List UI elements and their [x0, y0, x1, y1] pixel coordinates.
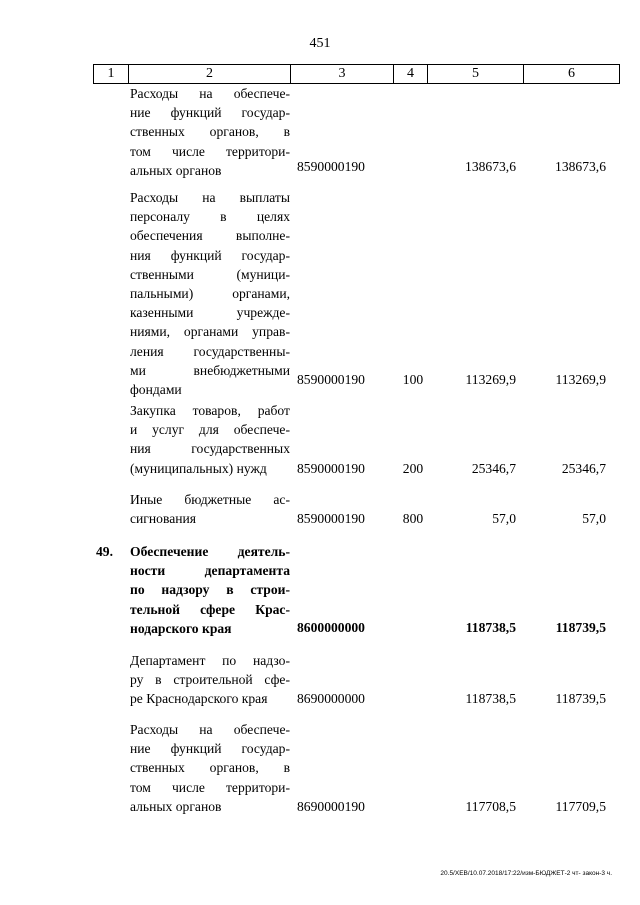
row-description: [130, 651, 290, 709]
description-line: и услуг для обеспече-: [130, 422, 290, 438]
row-code: 8590000190: [297, 461, 365, 476]
row-value-col5: 25346,7: [471, 461, 516, 476]
description-line: ственных органов, в: [130, 124, 290, 140]
row-code: 8590000190: [297, 511, 365, 526]
description-line: ности департамента: [130, 563, 290, 579]
description-line: ния функций государ-: [130, 247, 290, 263]
description-line: Департамент по надзо-: [130, 653, 290, 668]
description-line: ния государственных: [130, 441, 290, 457]
row-description: [130, 84, 290, 180]
description-line: ственных органов, в: [130, 760, 290, 776]
header-col-1: 1: [94, 65, 129, 83]
row-value-col5: 117708,5: [465, 799, 516, 814]
header-col-6: 6: [568, 66, 575, 81]
description-line: (муниципальных) нужд: [130, 460, 267, 476]
description-line: Иные бюджетные ас-: [130, 492, 290, 507]
row-value-col6: 57,0: [582, 511, 606, 526]
description-line: ми внебюджетными: [130, 362, 290, 378]
row-value-col6: 113269,9: [555, 372, 606, 387]
row-code: 8590000190: [297, 372, 365, 387]
description-line: нодарского края: [130, 620, 232, 636]
description-line: Обеспечение деятель-: [130, 544, 290, 559]
description-line: Закупка товаров, работ: [130, 403, 290, 418]
row-description: [130, 188, 290, 399]
row-description: [130, 490, 290, 528]
description-line: ру в строительной сфе-: [130, 672, 290, 688]
description-line: том числе территори-: [130, 779, 290, 795]
row-description: [130, 401, 290, 478]
description-line: тельной сфере Крас-: [130, 601, 290, 617]
description-line: ние функций государ-: [130, 741, 290, 757]
description-line: альных органов: [130, 162, 222, 178]
description-line: фондами: [130, 382, 182, 398]
header-col-5: 5: [428, 65, 524, 83]
row-value-col6: 118739,5: [555, 691, 606, 706]
header-col-4: 4: [394, 65, 428, 83]
description-line: казенными учрежде-: [130, 305, 290, 321]
document-footer-stamp: 20.5/ХЕВ/10.07.2018/17:22/изм-БЮДЖЕТ-2 чт- закон-3 ч.: [440, 870, 612, 877]
row-value-col5: 57,0: [492, 511, 516, 526]
description-line: обеспечения выполне-: [130, 228, 290, 244]
row-expense-type: 800: [402, 511, 424, 526]
row-expense-type: 200: [402, 461, 424, 476]
description-line: том числе территори-: [130, 143, 290, 159]
row-code: 8600000000: [297, 620, 365, 635]
row-description: [130, 542, 290, 638]
row-value-col5: 118738,5: [465, 691, 516, 706]
row-value-col6: 25346,7: [561, 461, 606, 476]
description-line: альных органов: [130, 798, 222, 814]
description-line: сигнования: [130, 511, 197, 527]
page-number: 451: [309, 36, 331, 51]
description-line: ниями, органами управ-: [130, 324, 290, 340]
row-code: 8690000000: [297, 691, 365, 706]
description-line: Расходы на выплаты: [130, 190, 290, 205]
row-value-col6: 117709,5: [555, 799, 606, 814]
description-line: по надзору в строи-: [130, 582, 290, 598]
description-line: персоналу в целях: [130, 209, 290, 225]
description-line: ственными (муници-: [130, 266, 290, 282]
header-col-3: 3: [291, 65, 394, 83]
row-value-col5: 118738,5: [465, 620, 516, 635]
header-col-2: 2: [129, 65, 291, 83]
row-expense-type: 100: [402, 372, 424, 387]
row-value-col5: 138673,6: [465, 159, 516, 174]
row-value-col6: 138673,6: [555, 159, 606, 174]
description-line: ние функций государ-: [130, 105, 290, 121]
table-header-row: [93, 64, 620, 84]
row-code: 8590000190: [297, 159, 365, 174]
description-line: пальными) органами,: [130, 286, 290, 302]
description-line: ления государственны-: [130, 343, 290, 359]
row-number: 49.: [96, 544, 113, 559]
description-line: ре Краснодарского края: [130, 691, 268, 707]
row-code: 8690000190: [297, 799, 365, 814]
description-line: Расходы на обеспече-: [130, 722, 290, 737]
description-line: Расходы на обеспече-: [130, 86, 290, 101]
row-value-col6: 118739,5: [555, 620, 606, 635]
row-description: [130, 720, 290, 816]
row-value-col5: 113269,9: [465, 372, 516, 387]
